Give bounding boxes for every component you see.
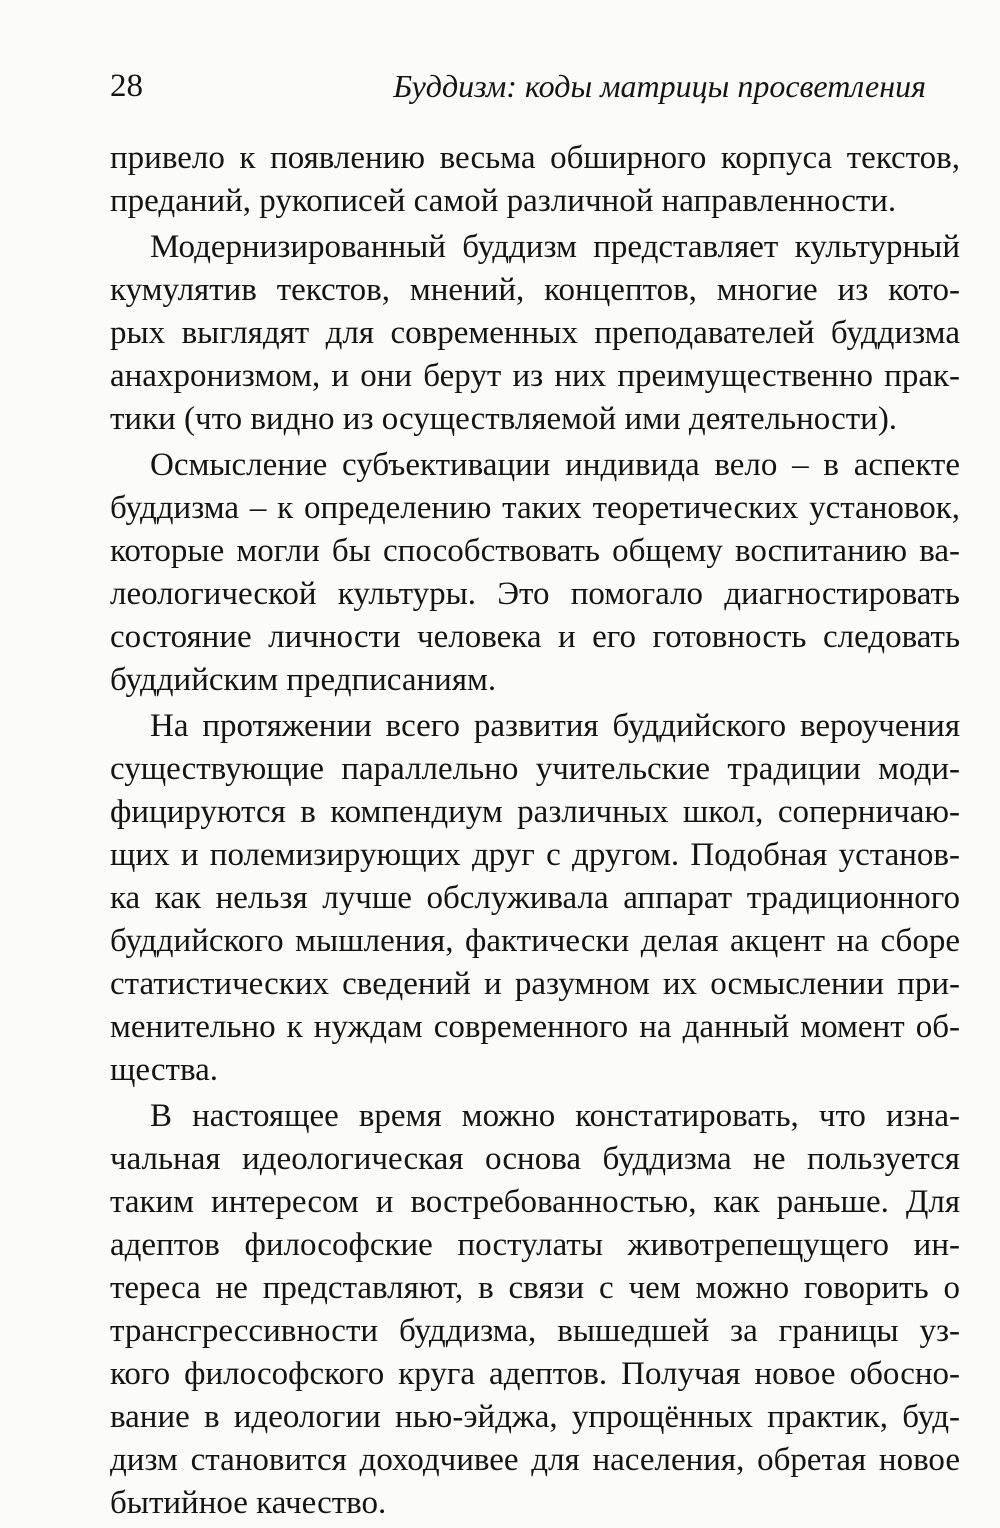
text-line: преданий, рукописей самой различной направленности. [110, 183, 897, 219]
text-line: В настоящее время можно констатировать, что изна- [150, 1098, 960, 1134]
text-line: буддийским предписаниям. [110, 662, 497, 698]
text-line: которые могли бы способствовать общему воспитанию ва- [110, 533, 960, 569]
text-line: привело к появлению весьма обширного корпуса текстов, [110, 140, 960, 176]
text-line: трансгрессивности буддизма, вышедшей за границы уз- [110, 1313, 960, 1349]
paragraph [110, 444, 960, 702]
text-line: фицируются в компендиум различных школ, соперничаю- [110, 794, 960, 830]
text-line: существующие параллельно учительские традиции моди- [110, 751, 960, 787]
paragraph [110, 137, 960, 223]
text-line: бытийное качество. [110, 1485, 387, 1521]
text-line: щих и полемизирующих друг с другом. Подобная установ- [110, 837, 960, 873]
text-line: статистических сведений и разумном их осмыслении при- [110, 966, 960, 1002]
text-line: буддийского мышления, фактически делая акцент на сборе [110, 923, 960, 959]
text-line: вание в идеологии нью-эйджа, упрощённых практик, буд- [110, 1399, 960, 1435]
text-line: кого философского круга адептов. Получая новое обосно- [110, 1356, 960, 1392]
text-line: рых выглядят для современных преподавателей буддизма [110, 315, 960, 351]
text-line: адептов философские постулаты животрепещущего ин- [110, 1227, 960, 1263]
text-line: буддизма – к определению таких теоретических установок, [110, 490, 960, 526]
paragraph [110, 226, 960, 441]
text-line: дизм становится доходчивее для населения, обретая новое [110, 1442, 960, 1478]
text-line: леологической культуры. Это помогало диагностировать [110, 576, 960, 612]
text-line: Модернизированный буддизм представляет культурный [150, 229, 960, 265]
text-line: чальная идеологическая основа буддизма не пользуется [110, 1141, 960, 1177]
text-line: тереса не представляют, в связи с чем можно говорить о [110, 1270, 960, 1306]
text-line: тики (что видно из осуществляемой ими деятельности). [110, 401, 898, 437]
text-line: менительно к нуждам современного на данный момент об- [110, 1009, 960, 1045]
text-line: анахронизмом, и они берут из них преимущественно прак- [110, 358, 960, 394]
text-line: кумулятив текстов, мнений, концептов, многие из кото- [110, 272, 960, 308]
page-header [110, 64, 960, 114]
running-title: Буддизм: коды матрицы просветления [393, 68, 926, 104]
text-line: щества. [110, 1052, 218, 1088]
text-line: таким интересом и востребованностью, как раньше. Для [110, 1184, 960, 1220]
text-line: состояние личности человека и его готовность следовать [110, 619, 960, 655]
paragraph [110, 705, 960, 1092]
page-number: 28 [110, 68, 143, 104]
text-line: На протяжении всего развития буддийского вероучения [150, 708, 960, 744]
text-line: Осмысление субъективации индивида вело – в аспекте [150, 447, 960, 483]
body-text [110, 137, 960, 1528]
text-line: ка как нельзя лучше обслуживала аппарат традиционного [110, 880, 960, 916]
paragraph [110, 1095, 960, 1525]
